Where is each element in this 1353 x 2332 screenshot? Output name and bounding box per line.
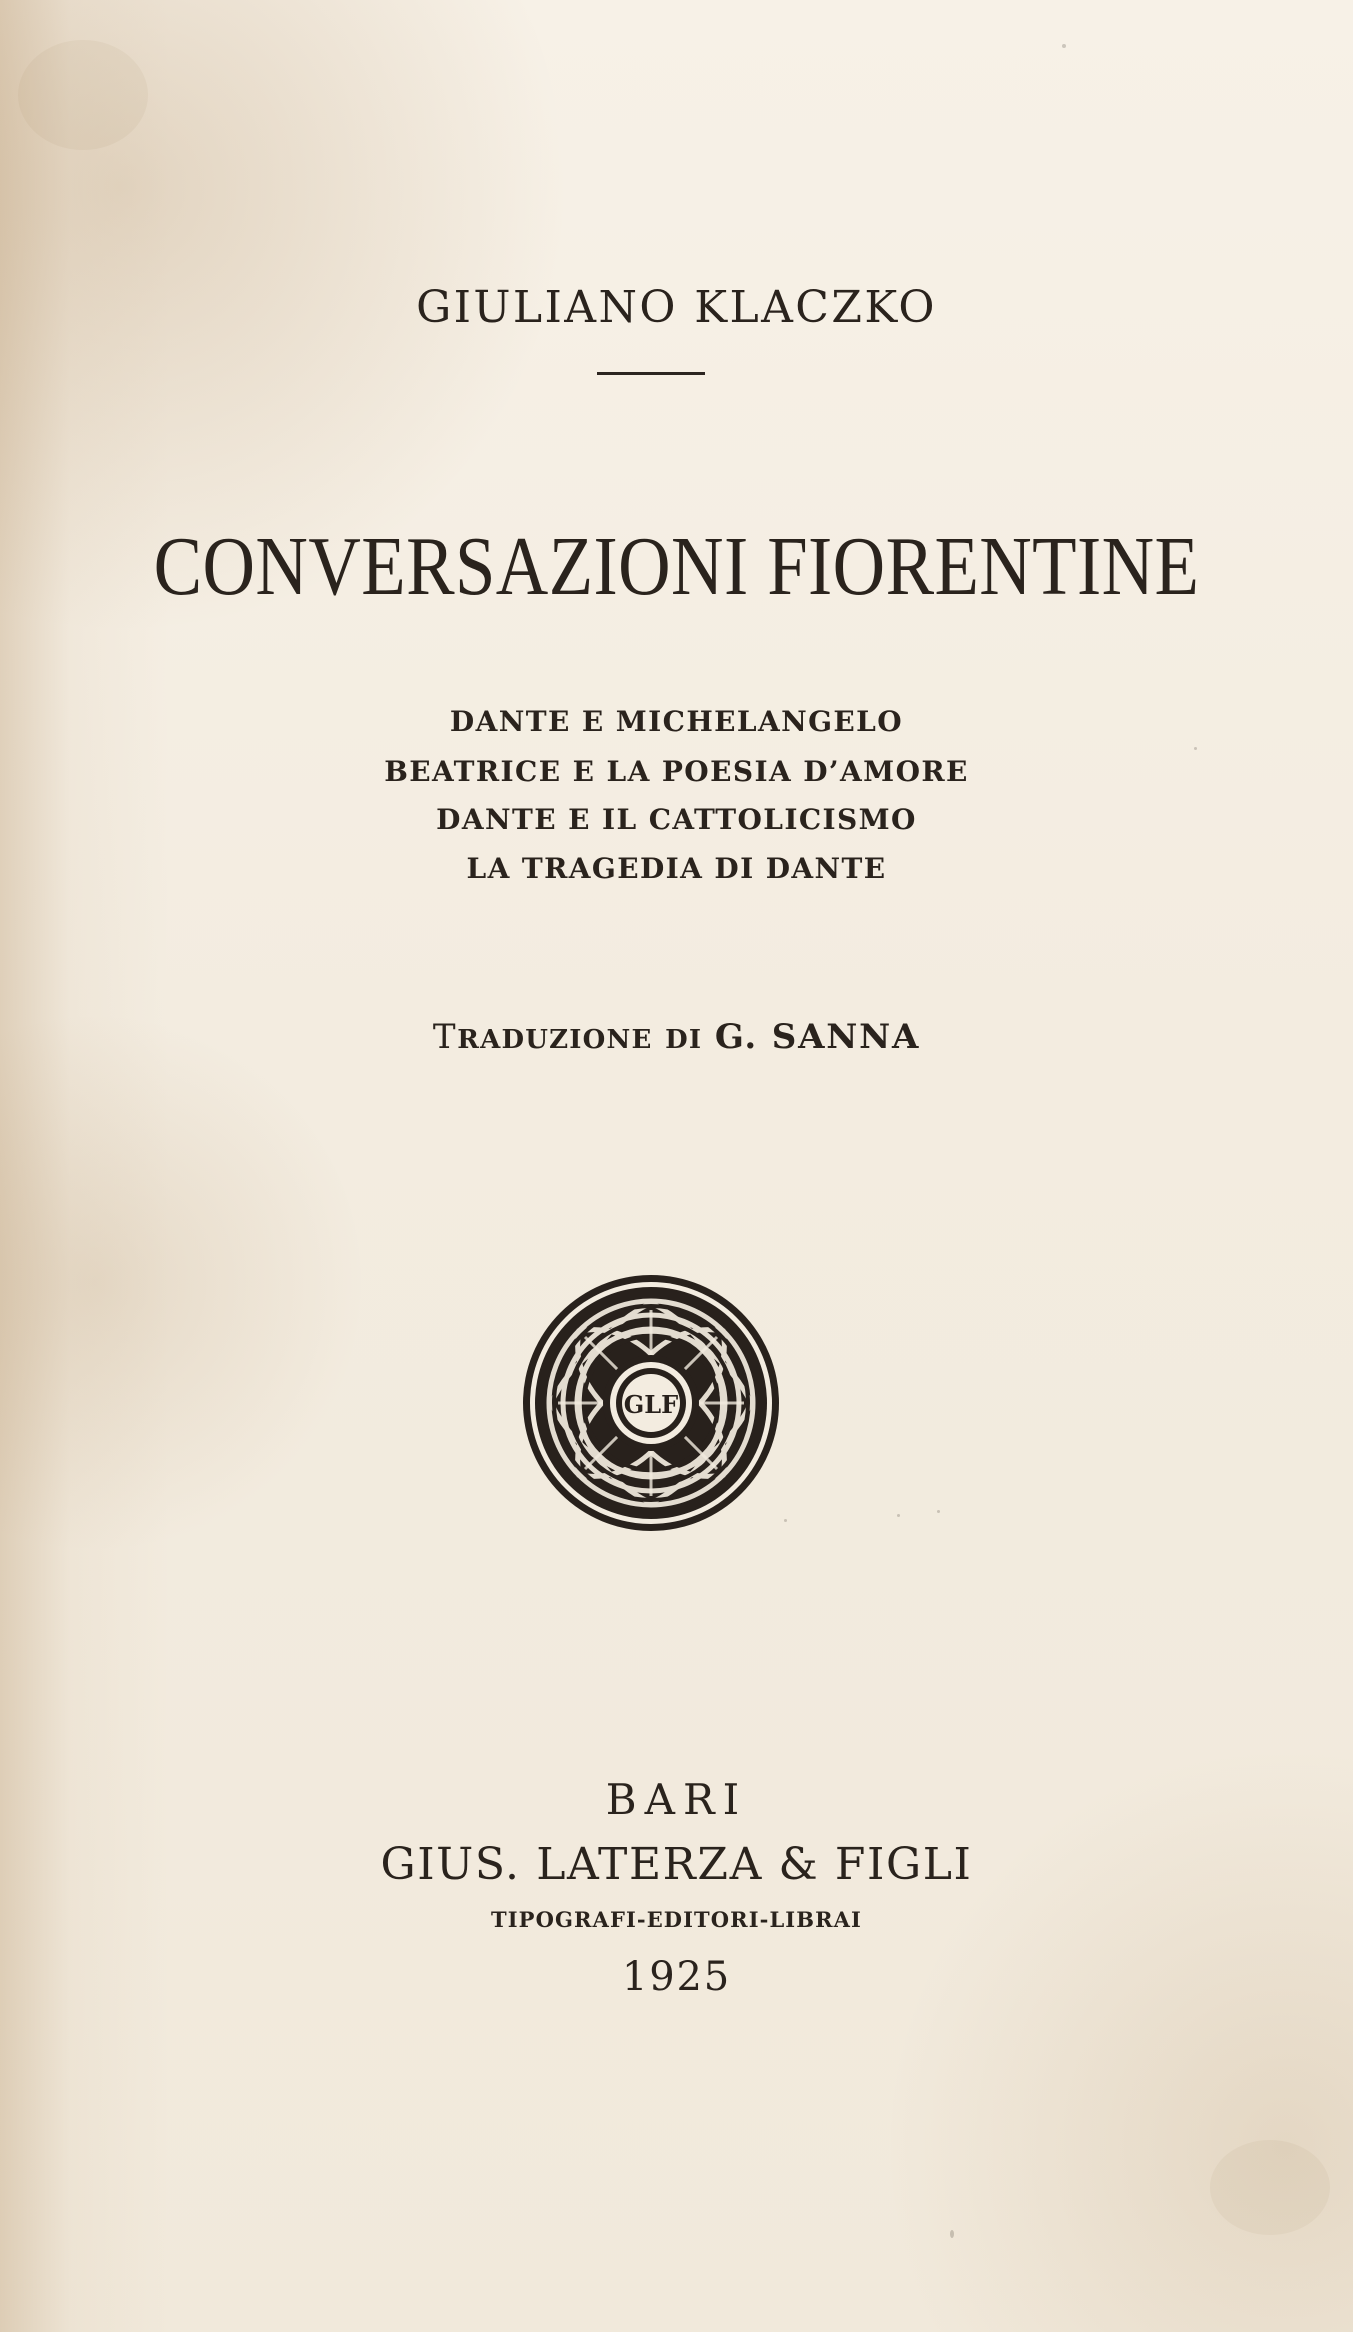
paper-speck [897, 1514, 900, 1517]
paper-speck [784, 1519, 787, 1522]
publication-place: BARI [605, 1775, 748, 1824]
publisher-role: TIPOGRAFI-EDITORI-LIBRAI [491, 1907, 862, 1932]
publication-year: 1925 [622, 1954, 731, 2000]
author-name: GIULIANO KLACZKO [416, 282, 937, 333]
contents-line: LA TRAGEDIA DI DANTE [466, 852, 887, 885]
book-title: CONVERSAZIONI FIORENTINE [153, 520, 1200, 613]
paper-stain [1210, 2140, 1330, 2235]
publisher-name: GIUS. LATERZA & FIGLI [380, 1839, 973, 1890]
title-rule [597, 372, 705, 375]
translation-credit [0, 1017, 1353, 1057]
contents-line: BEATRICE E LA POESIA D’AMORE [384, 755, 969, 788]
paper-stain [18, 40, 148, 150]
translator-name: G. SANNA [714, 1017, 921, 1057]
translation-lead-cap: T [432, 1017, 458, 1057]
paper-speck [937, 1510, 940, 1513]
seal-monogram: GLF [623, 1390, 679, 1419]
paper-speck [950, 2230, 954, 2238]
contents-line: DANTE E MICHELANGELO [449, 705, 904, 738]
contents-line: DANTE E IL CATTOLICISMO [436, 803, 917, 836]
circular-ornamental-seal-icon [520, 1272, 782, 1534]
paper-speck [1062, 44, 1066, 48]
translation-middle: DI [665, 1025, 703, 1055]
translation-lead-rest: RADUZIONE [457, 1025, 653, 1055]
paper-speck [1194, 747, 1197, 750]
